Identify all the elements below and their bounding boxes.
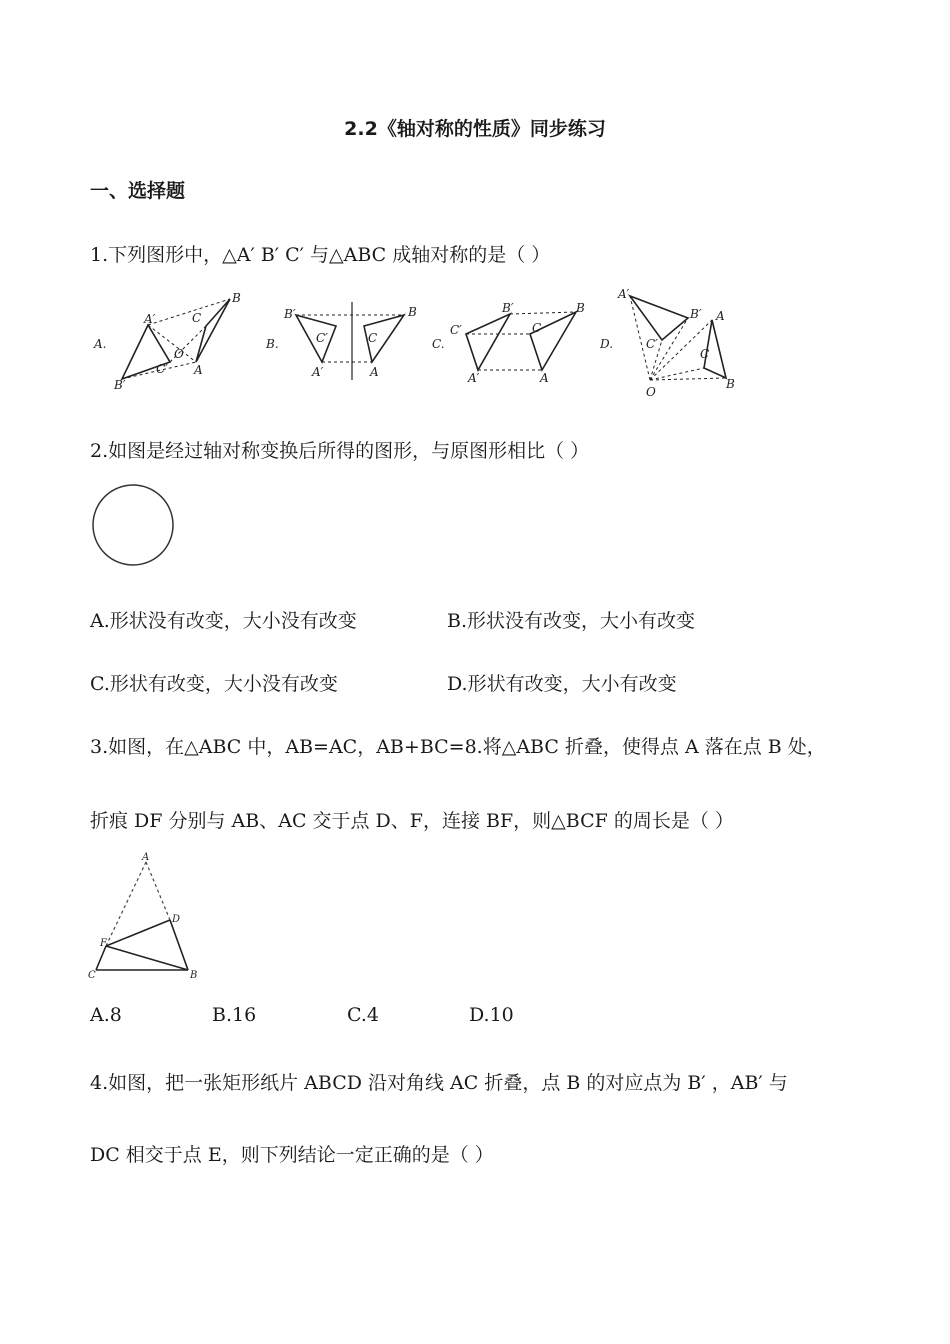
svg-text:O: O xyxy=(646,385,656,399)
label-b: B xyxy=(190,970,198,981)
svg-text:C: C xyxy=(368,331,378,345)
question-2-option-d: D.形状有改变，大小有改变 xyxy=(447,673,677,695)
question-2-text: 2.如图是经过轴对称变换后所得的图形，与原图形相比（ ） xyxy=(90,440,590,462)
figure-1a xyxy=(93,291,241,392)
svg-text:A′: A′ xyxy=(144,312,156,326)
svg-text:B′: B′ xyxy=(502,301,514,315)
label-d: D xyxy=(172,914,181,925)
svg-text:A: A xyxy=(370,365,379,379)
label-c: C xyxy=(88,970,96,981)
svg-text:C: C xyxy=(192,311,202,325)
page-title: 2.2《轴对称的性质》同步练习 xyxy=(344,118,606,140)
svg-text:A′: A′ xyxy=(468,371,480,385)
question-2-option-c: C.形状有改变，大小没有改变 xyxy=(90,673,338,695)
question-4-text-line-1: 4.如图，把一张矩形纸片 ABCD 沿对角线 AC 折叠，点 B 的对应点为 B′ ，AB′ 与 xyxy=(90,1072,788,1094)
question-3-option-a: A.8 xyxy=(90,1004,122,1026)
svg-text:C′: C′ xyxy=(156,362,168,376)
question-3-option-b: B.16 xyxy=(212,1004,257,1026)
svg-text:C: C xyxy=(532,321,542,335)
svg-text:O: O xyxy=(174,347,184,361)
svg-text:B: B xyxy=(576,301,585,315)
question-2-circle-figure xyxy=(90,484,180,568)
svg-text:B: B xyxy=(408,305,417,319)
svg-text:A: A xyxy=(194,363,203,377)
question-3-option-d: D.10 xyxy=(469,1004,514,1026)
svg-text:C′: C′ xyxy=(316,331,328,345)
svg-text:B: B xyxy=(726,377,735,391)
svg-text:A: A xyxy=(716,309,725,323)
figure-1c xyxy=(432,301,585,385)
question-1-figures xyxy=(90,282,780,402)
label-a: A xyxy=(142,852,150,863)
question-3-text-line-2: 折痕 DF 分别与 AB、AC 交于点 D、F，连接 BF，则△BCF 的周长是（ ） xyxy=(90,810,734,832)
svg-text:B′: B′ xyxy=(114,378,126,392)
svg-text:B′: B′ xyxy=(690,307,702,321)
svg-text:C′: C′ xyxy=(646,337,658,351)
figure-1d-label: D. xyxy=(600,337,614,351)
question-1-text: 1.下列图形中，△A′ B′ C′ 与△ABC 成轴对称的是（ ） xyxy=(90,244,551,266)
question-3-text-line-1: 3.如图，在△ABC 中，AB=AC，AB+BC=8.将△ABC 折叠，使得点 A 落在点 B 处， xyxy=(90,736,826,758)
label-f: F xyxy=(100,938,107,949)
question-3-option-c: C.4 xyxy=(347,1004,379,1026)
figure-1b-label: B. xyxy=(266,337,279,351)
figure-1d xyxy=(599,287,735,399)
section-heading: 一、选择题 xyxy=(90,180,186,202)
figure-1a-label: A. xyxy=(94,337,107,351)
svg-text:C: C xyxy=(700,347,710,361)
svg-text:B′: B′ xyxy=(284,307,296,321)
svg-text:A: A xyxy=(540,371,549,385)
svg-text:A′: A′ xyxy=(618,287,630,301)
svg-text:B: B xyxy=(232,291,241,305)
question-3-triangle-figure xyxy=(88,848,208,984)
question-2-option-b: B.形状没有改变，大小有改变 xyxy=(447,610,696,632)
svg-text:C′: C′ xyxy=(450,323,462,337)
question-4-text-line-2: DC 相交于点 E，则下列结论一定正确的是（ ） xyxy=(90,1144,494,1166)
figure-1b xyxy=(265,302,417,380)
question-2-option-a: A.形状没有改变，大小没有改变 xyxy=(90,610,357,632)
figure-1c-label: C. xyxy=(432,337,445,351)
svg-text:A′: A′ xyxy=(312,365,324,379)
